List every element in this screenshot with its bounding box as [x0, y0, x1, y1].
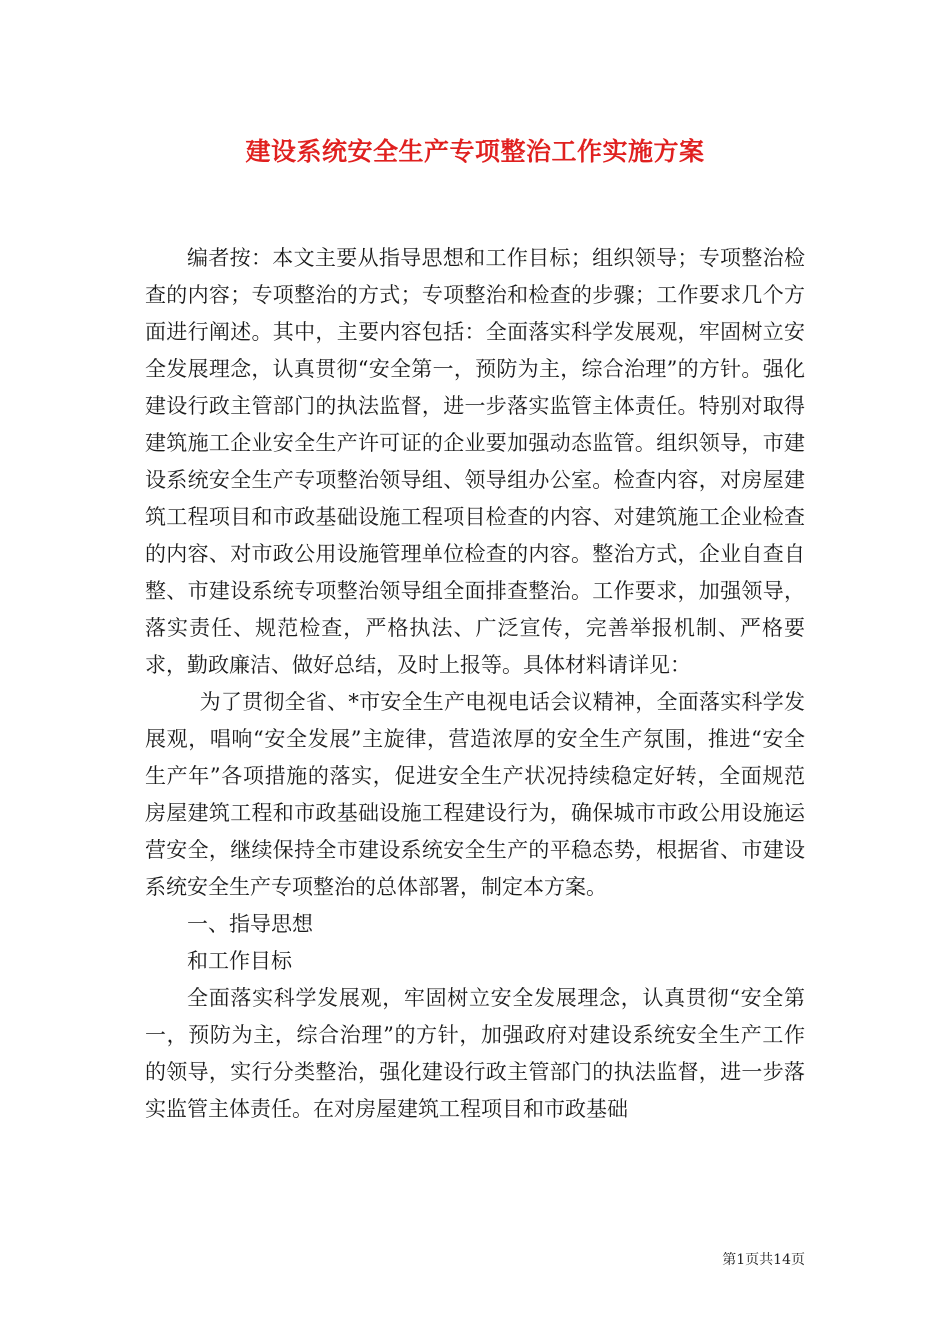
editor-note-paragraph: 编者按：本文主要从指导思想和工作目标；组织领导；专项整治检查的内容；专项整治的方式；专项整治和检查的步骤；工作要求几个方面进行阐述。其中，主要内容包括：全面落实科学发展观，牢固树立安全发展理念，认真贯彻“安全第一，预防为主，综合治理”的方针。强化建设行政主管部门的执法监督，进一步落实监管主体责任。特别对取得建筑施工企业安全生产许可证的企业要加强动态监管。组织领导，市建设系统安全生产专项整治领导组、领导组办公室。检查内容，对房屋建筑工程项目和市政基础设施工程项目检查的内容、对建筑施工企业检查的内容、对市政公用设施管理单位检查的内容。整治方式，企业自查自整、市建设系统专项整治领导组全面排查整治。工作要求，加强领导，落实责任、规范检查，严格执法、广泛宣传，完善举报机制、严格要求，勤政廉洁、做好总结，及时上报等。具体材料请详见：: [145, 246, 805, 677]
guiding-ideology-paragraph: 全面落实科学发展观，牢固树立安全发展理念，认真贯彻“安全第一，预防为主，综合治理”的方针，加强政府对建设系统安全生产工作的领导，实行分类整治，强化建设行政主管部门的执法监督，进一步落实监管主体责任。在对房屋建筑工程项目和市政基础: [145, 986, 805, 1121]
document-title: 建设系统安全生产专项整治工作实施方案: [245, 137, 705, 166]
page-number-footer: 第1页共14页: [722, 1252, 805, 1268]
intro-paragraph: 为了贯彻全省、*市安全生产电视电话会议精神，全面落实科学发展观，唱响“安全发展”主旋律，营造浓厚的安全生产氛围，推进“安全生产年”各项措施的落实，促进安全生产状况持续稳定好转，全面规范房屋建筑工程和市政基础设施工程建设行为，确保城市市政公用设施运营安全，继续保持全市建设系统安全生产的平稳态势，根据省、市建设系统安全生产专项整治的总体部署，制定本方案。: [145, 690, 805, 899]
section-heading-guiding-ideology: 一、指导思想: [187, 912, 313, 936]
document-body: [145, 240, 805, 1128]
section-heading-work-goals: 和工作目标: [187, 949, 292, 973]
